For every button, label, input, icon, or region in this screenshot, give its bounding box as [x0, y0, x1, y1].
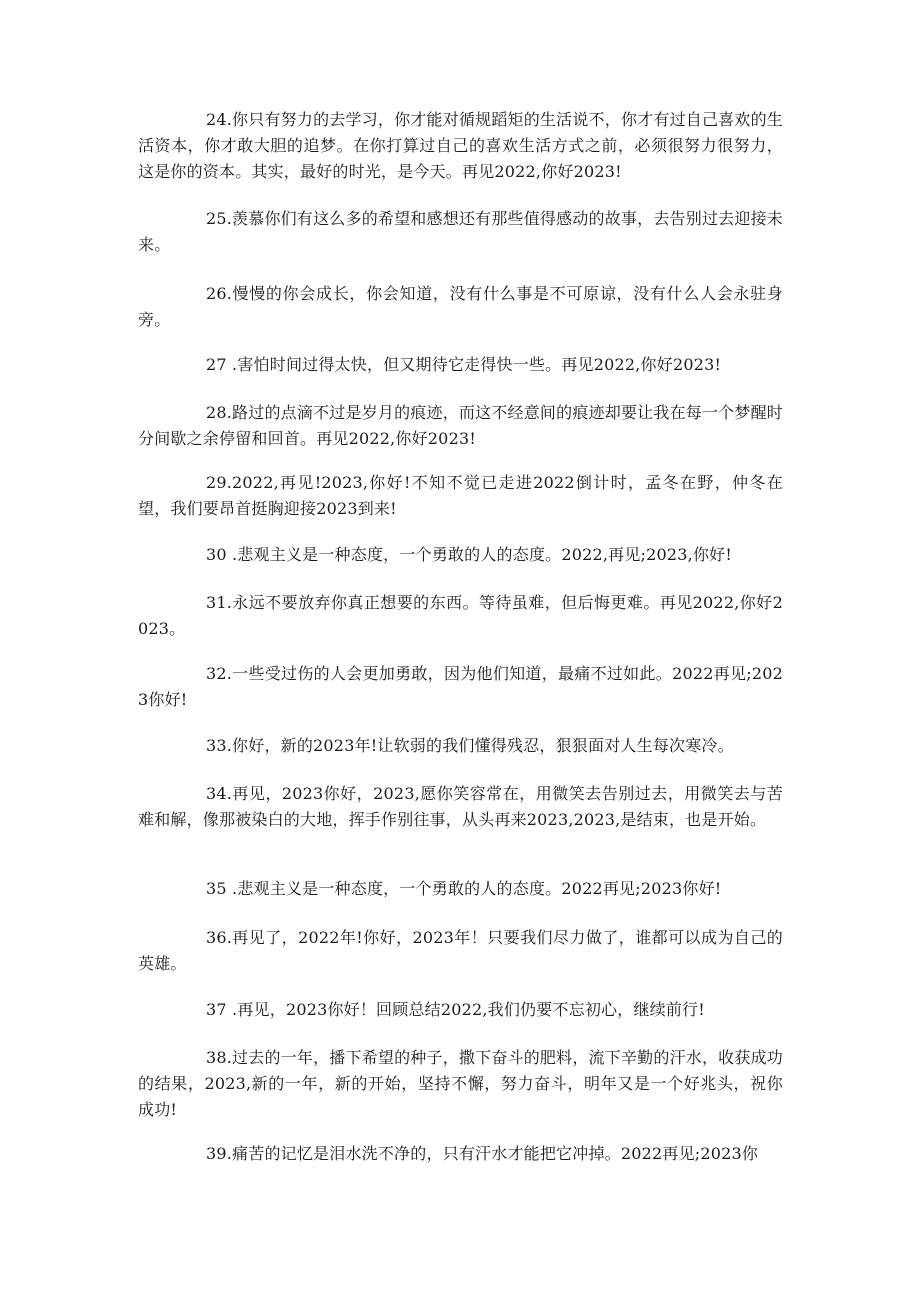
paragraph-number: 28: [206, 403, 227, 422]
paragraph-text: .永远不要放弃你真正想要的东西。等待虽难，但后悔更难。再见2022,你好2023。: [138, 593, 783, 638]
paragraph-text: .过去的一年，播下希望的种子，撒下奋斗的肥料，流下辛勤的汗水，收获成功的结果，2023,新的一年，新的开始，坚持不懈，努力奋斗，明年又是一个好兆头，祝你成功!: [138, 1048, 783, 1119]
paragraph-text: .再见，2023你好，2023,愿你笑容常在，用微笑去告别过去，用微笑去与苦难和解，像那被染白的大地，挥手作别往事，从头再来2023,2023,是结束，也是开始。: [138, 784, 783, 829]
paragraph-39: [138, 1141, 783, 1167]
paragraph-number: 26: [206, 284, 227, 303]
paragraph-text: .害怕时间过得太快，但又期待它走得快一些。再见2022,你好2023!: [226, 355, 722, 374]
paragraph-29: [138, 470, 783, 522]
paragraph-28: [138, 400, 783, 452]
paragraph-text: .慢慢的你会成长，你会知道，没有什么事是不可原谅，没有什么人会永驻身旁。: [138, 284, 783, 329]
paragraph-number: 38: [206, 1048, 227, 1067]
paragraph-text: .羡慕你们有这么多的希望和感想还有那些值得感动的故事，去告别过去迎接未来。: [138, 209, 783, 254]
paragraph-number: 31: [206, 593, 227, 612]
paragraph-number: 29: [206, 473, 227, 492]
paragraph-27: [138, 352, 783, 378]
paragraph-text: .再见，2023你好！回顾总结2022,我们仍要不忘初心，继续前行!: [226, 1000, 705, 1019]
paragraph-text: .你只有努力的去学习，你才能对循规蹈矩的生活说不，你才有过自己喜欢的生活资本，你才敢大胆的追梦。在你打算过自己的喜欢生活方式之前，必须很努力很努力，这是你的资本。其实，最好的时光，是今天。再见2022,你好2023!: [138, 110, 783, 181]
paragraph-38: [138, 1045, 783, 1123]
paragraph-text: .你好，新的2023年!让软弱的我们懂得残忍，狠狠面对人生每次寒冷。: [226, 736, 734, 755]
paragraph-32: [138, 661, 783, 713]
paragraph-37: [138, 997, 783, 1023]
paragraph-26: [138, 281, 783, 333]
paragraph-text: .再见了，2022年!你好，2023年！只要我们尽力做了，谁都可以成为自己的英雄。: [138, 928, 783, 973]
paragraph-text: .2022,再见!2023,你好!不知不觉已走进2022倒计时，孟冬在野，仲冬在望，我们要昂首挺胸迎接2023到来!: [138, 473, 783, 518]
paragraph-35: [138, 876, 783, 902]
paragraph-number: 39: [206, 1144, 227, 1163]
paragraph-number: 34: [206, 784, 227, 803]
paragraph-36: [138, 925, 783, 977]
paragraph-25: [138, 206, 783, 258]
paragraph-number: 36: [206, 928, 227, 947]
paragraph-33: [138, 733, 783, 759]
paragraph-number: 33: [206, 736, 227, 755]
paragraph-number: 30: [206, 545, 227, 564]
paragraph-number: 27: [206, 355, 227, 374]
paragraph-number: 35: [206, 879, 227, 898]
paragraph-text: .痛苦的记忆是泪水洗不净的，只有汗水才能把它冲掉。2022再见;2023你: [226, 1144, 759, 1163]
paragraph-30: [138, 542, 783, 568]
paragraph-number: 37: [206, 1000, 227, 1019]
paragraph-31: [138, 590, 783, 642]
paragraph-number: 32: [206, 664, 227, 683]
paragraph-34: [138, 781, 783, 833]
paragraph-text: .路过的点滴不过是岁月的痕迹，而这不经意间的痕迹却要让我在每一个梦醒时分间歇之余停留和回首。再见2022,你好2023!: [138, 403, 783, 448]
paragraph-24: [138, 107, 783, 185]
paragraph-number: 24: [206, 110, 227, 129]
paragraph-text: .悲观主义是一种态度，一个勇敢的人的态度。2022,再见;2023,你好!: [226, 545, 732, 564]
paragraph-number: 25: [206, 209, 227, 228]
paragraph-text: .一些受过伤的人会更加勇敢，因为他们知道，最痛不过如此。2022再见;2023你好!: [138, 664, 783, 709]
paragraph-text: .悲观主义是一种态度，一个勇敢的人的态度。2022再见;2023你好!: [226, 879, 722, 898]
